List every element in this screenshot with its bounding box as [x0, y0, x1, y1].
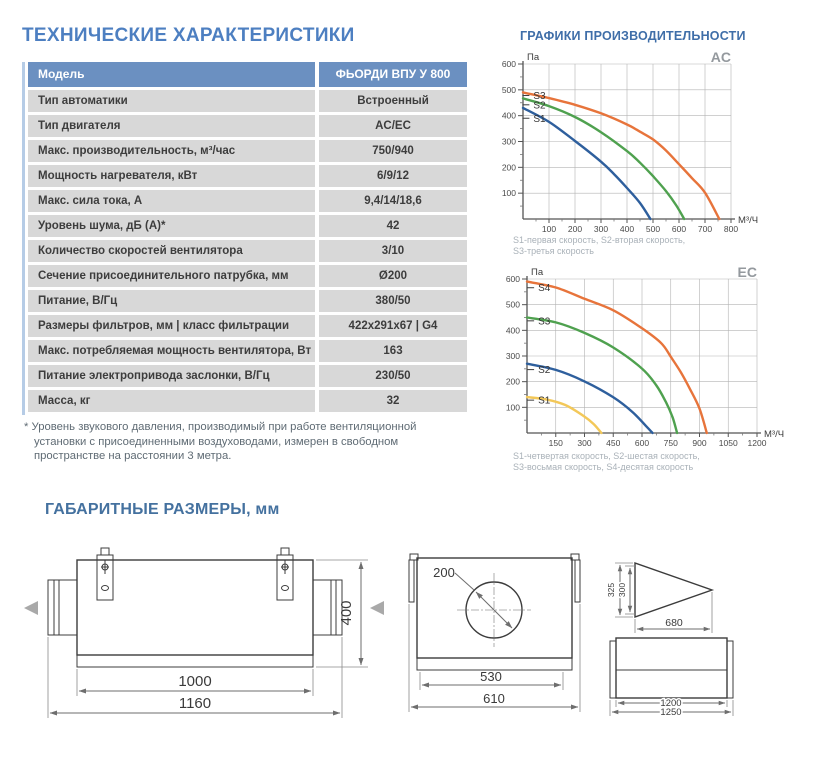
- mounting-bracket: [97, 548, 113, 600]
- y-tick-label: 200: [501, 162, 516, 173]
- table-row: [28, 315, 467, 337]
- x-axis-unit-label: М³/Ч: [738, 215, 759, 226]
- spec-value: 6/9/12: [319, 165, 467, 187]
- table-row: [28, 340, 467, 362]
- x-tick-label: 1050: [718, 438, 738, 448]
- spec-value: Ø200: [319, 265, 467, 287]
- y-tick-label: 200: [505, 376, 520, 387]
- dim-cone-height-outer-label: 325: [606, 582, 616, 598]
- spec-value: 32: [319, 390, 467, 412]
- airflow-arrow-left-icon: [24, 601, 38, 615]
- table-row: [28, 90, 467, 112]
- spec-label: Мощность нагревателя, кВт: [28, 165, 315, 187]
- table-row: [28, 265, 467, 287]
- spec-label: Питание электропривода заслонки, В/Гц: [28, 365, 315, 387]
- y-tick-label: 400: [505, 325, 520, 336]
- series-label-S3: S3: [538, 316, 551, 328]
- spec-label: Тип автоматики: [28, 90, 315, 112]
- dim-inner-width: [420, 669, 563, 690]
- chart-ec-caption: S1-четвертая скорость, S2-шестая скорость, S3-восьмая скорость, S4-десятая скорость: [513, 451, 700, 472]
- chart-motor-type-label: EC: [737, 265, 757, 280]
- x-tick-label: 700: [697, 224, 713, 234]
- performance-chart-ac: [495, 50, 820, 234]
- chart-ac-caption: S1-первая скорость, S2-вторая скорость, S3-третья скорость: [513, 235, 686, 256]
- y-axis-unit-label: Па: [527, 52, 540, 63]
- drawing-side-view: [20, 538, 392, 743]
- table-row: [28, 390, 467, 412]
- top-view-outline: [610, 638, 733, 698]
- drawing-cone-top-view: [600, 540, 818, 758]
- y-tick-label: 500: [501, 84, 516, 95]
- spec-label: Масса, кг: [28, 390, 315, 412]
- spec-label: Тип двигателя: [28, 115, 315, 137]
- dimensions-title: ГАБАРИТНЫЕ РАЗМЕРЫ, мм: [45, 501, 280, 518]
- spec-label: Питание, В/Гц: [28, 290, 315, 312]
- dim-duct-diameter-label: 200: [433, 565, 455, 580]
- unit-body: [48, 560, 342, 667]
- spec-table: [22, 62, 467, 415]
- y-tick-label: 600: [501, 59, 516, 69]
- spec-value: 750/940: [319, 140, 467, 162]
- x-tick-label: 300: [577, 438, 592, 448]
- dim-cone-length-label: 680: [665, 617, 683, 629]
- spec-value: 422x291x67 | G4: [319, 315, 467, 337]
- x-tick-label: 450: [606, 438, 621, 448]
- y-tick-label: 300: [505, 351, 520, 361]
- mounting-bracket: [277, 548, 293, 600]
- dim-body-length-label: 1000: [178, 673, 212, 690]
- series-label-S3: S3: [533, 91, 546, 103]
- series-curve-S3: [523, 92, 719, 219]
- dim-cone-height-inner-label: 300: [617, 582, 627, 598]
- series-label-S4: S4: [538, 283, 551, 295]
- table-header-row: [28, 62, 467, 87]
- dim-top-inner-length-label: 1200: [660, 698, 682, 709]
- table-row: [28, 290, 467, 312]
- x-tick-label: 750: [663, 438, 678, 448]
- performance-chart-ec: [495, 265, 820, 449]
- series-label-S1: S1: [533, 113, 546, 125]
- spec-label: Уровень шума, дБ (А)*: [28, 215, 315, 237]
- spec-value: 9,4/14/18,6: [319, 190, 467, 212]
- drawing-front-view: [395, 540, 610, 740]
- y-tick-label: 100: [505, 402, 520, 413]
- series-curve-S4: [527, 282, 707, 433]
- spec-value: 163: [319, 340, 467, 362]
- series-label-S2: S2: [538, 365, 551, 377]
- table-row: [28, 365, 467, 387]
- x-tick-label: 600: [671, 224, 687, 234]
- series-curve-S2: [523, 98, 684, 219]
- dim-total-width-label: 610: [483, 691, 505, 706]
- spec-value: 230/50: [319, 365, 467, 387]
- spec-label: Макс. сила тока, А: [28, 190, 315, 212]
- spec-value: 3/10: [319, 240, 467, 262]
- y-tick-label: 600: [505, 274, 520, 284]
- spec-label: Макс. потребляемая мощность вентилятора, Вт: [28, 340, 315, 362]
- x-tick-label: 1200: [747, 438, 767, 448]
- dim-body-length: [77, 669, 313, 696]
- dim-top-total-length-label: 1250: [660, 707, 682, 718]
- y-axis-unit-label: Па: [531, 267, 544, 278]
- x-tick-label: 400: [619, 224, 635, 234]
- spec-label: Макс. производительность, м³/час: [28, 140, 315, 162]
- table-row: [28, 165, 467, 187]
- spec-header-label: Модель: [28, 62, 315, 87]
- chart-motor-type-label: AC: [710, 50, 731, 65]
- spec-header-value: ФЬОРДИ ВПУ У 800: [319, 62, 467, 87]
- dim-duct-diameter: [433, 565, 512, 628]
- dim-total-length-label: 1160: [178, 695, 212, 712]
- x-tick-label: 300: [593, 224, 609, 234]
- table-row: [28, 190, 467, 212]
- x-tick-label: 800: [723, 224, 739, 234]
- airflow-arrow-right-icon: [370, 601, 384, 615]
- spec-value: 380/50: [319, 290, 467, 312]
- dim-inner-width-label: 530: [480, 669, 502, 684]
- x-tick-label: 150: [548, 438, 563, 448]
- table-row: [28, 240, 467, 262]
- noise-footnote: * Уровень звукового давления, производимый при работе вентиляционной установки с присоединенными воздуховодами, измерен в свободном пространстве на расстоянии 3 метра.: [24, 421, 417, 462]
- series-label-S1: S1: [538, 395, 551, 407]
- spec-value: AC/EC: [319, 115, 467, 137]
- table-row: [28, 140, 467, 162]
- x-tick-label: 900: [692, 438, 707, 448]
- x-axis-unit-label: М³/Ч: [764, 429, 785, 440]
- specs-title: ТЕХНИЧЕСКИЕ ХАРАКТЕРИСТИКИ: [22, 25, 355, 46]
- table-row: [28, 115, 467, 137]
- cone-outline: [635, 563, 712, 617]
- y-tick-label: 500: [505, 299, 520, 310]
- x-tick-label: 600: [634, 438, 650, 448]
- y-tick-label: 400: [501, 110, 516, 121]
- table-row: [28, 215, 467, 237]
- x-tick-label: 100: [541, 224, 557, 234]
- spec-value: 42: [319, 215, 467, 237]
- x-tick-label: 200: [567, 224, 583, 234]
- series-label-S2: S2: [533, 100, 546, 112]
- spec-label: Сечение присоединительного патрубка, мм: [28, 265, 315, 287]
- x-tick-label: 500: [645, 224, 661, 234]
- spec-value: Встроенный: [319, 90, 467, 112]
- dim-height-label: 400: [338, 600, 355, 626]
- spec-label: Размеры фильтров, мм | класс фильтрации: [28, 315, 315, 337]
- y-tick-label: 100: [501, 188, 516, 199]
- charts-title: ГРАФИКИ ПРОИЗВОДИТЕЛЬНОСТИ: [520, 29, 746, 43]
- spec-label: Количество скоростей вентилятора: [28, 240, 315, 262]
- y-tick-label: 300: [501, 136, 516, 147]
